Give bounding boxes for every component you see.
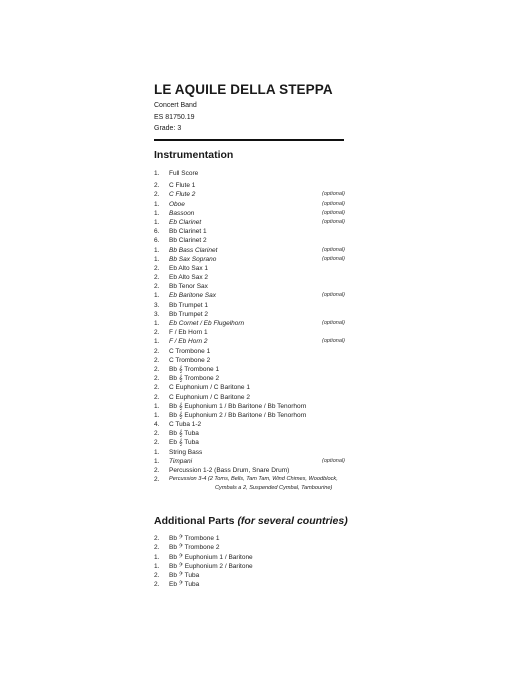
part-count: 2. xyxy=(154,384,160,392)
part-name: Percussion 1-2 (Bass Drum, Snare Drum) xyxy=(169,467,290,474)
list-item xyxy=(154,273,454,282)
list-item xyxy=(154,553,454,562)
list-item xyxy=(154,319,454,328)
part-name: Bb Tenor Sax xyxy=(169,283,208,291)
part-count: 1. xyxy=(154,320,160,327)
part-name: Eb Cornet / Eb Flugelhorn xyxy=(169,320,245,327)
additional-parts-list xyxy=(154,534,454,589)
list-item xyxy=(154,209,454,218)
part-count: 2. xyxy=(154,581,160,589)
part-name: Bb Bass Clarinet xyxy=(169,246,218,254)
part-name: Eb Clarinet xyxy=(169,218,202,226)
part-name: Bb 𝄢 Trombone 1 xyxy=(169,535,220,543)
part-count: 2. xyxy=(154,535,160,543)
list-item xyxy=(154,466,454,475)
list-item xyxy=(154,383,454,392)
part-count: 3. xyxy=(154,301,160,309)
part-name: Bb 𝄢 Trombone 2 xyxy=(169,544,220,552)
list-item xyxy=(154,365,454,374)
list-item xyxy=(154,181,454,190)
part-count: 6. xyxy=(154,237,160,245)
part-count: 2. xyxy=(154,356,160,364)
part-count: 1. xyxy=(154,411,160,419)
part-name: Bb 𝄞 Trombone 2 xyxy=(169,375,220,383)
part-name-line1: Percussion 3-4 (2 Toms, Bells, Tam Tam, Wind Chimes, Woodblock, xyxy=(169,476,338,483)
additional-parts-section xyxy=(154,515,454,589)
part-name: Eb Alto Sax 1 xyxy=(169,264,209,272)
part-count: 1. xyxy=(154,200,160,208)
list-item xyxy=(154,543,454,552)
part-name: Eb 𝄞 Tuba xyxy=(169,439,199,447)
list-item xyxy=(154,571,454,580)
list-item xyxy=(154,562,454,571)
part-name: Bassoon xyxy=(169,209,195,217)
part-count: 1. xyxy=(154,553,160,561)
part-name: Eb Alto Sax 2 xyxy=(169,274,209,282)
part-name: Bb Trumpet 1 xyxy=(169,301,209,309)
part-name: Bb 𝄢 Euphonium 1 / Baritone xyxy=(169,553,253,561)
part-count: 2. xyxy=(154,439,160,447)
part-count: 2. xyxy=(154,393,160,401)
part-name: C Trombone 2 xyxy=(169,356,211,364)
part-name-line2: Cymbals a 2, Suspended Cymbal, Tambourine) xyxy=(215,485,333,492)
page-title: LE AQUILE DELLA STEPPA xyxy=(154,82,333,97)
instrumentation-list xyxy=(154,169,454,494)
subtitle: Concert Band xyxy=(154,102,197,109)
part-count: 2. xyxy=(154,329,160,337)
list-item xyxy=(154,301,454,310)
part-name: Eb 𝄢 Tuba xyxy=(169,581,200,589)
list-item xyxy=(154,255,454,264)
part-name: C Flute 2 xyxy=(169,191,196,199)
part-count: 1. xyxy=(154,457,160,465)
optional-label: (optional) xyxy=(322,218,345,225)
part-name: C Flute 1 xyxy=(169,182,196,190)
part-name: F / Eb Horn 2 xyxy=(169,338,208,346)
part-name: Bb Sax Soprano xyxy=(169,255,217,263)
document-page xyxy=(154,82,454,589)
part-name: C Euphonium / C Baritone 2 xyxy=(169,393,250,401)
list-item xyxy=(154,227,454,236)
additional-heading-main: Additional Parts xyxy=(154,515,238,528)
optional-label: (optional) xyxy=(322,338,345,345)
part-count: 4. xyxy=(154,421,160,429)
list-item xyxy=(154,475,454,493)
list-item xyxy=(154,264,454,273)
part-count: 2. xyxy=(154,375,160,383)
list-item xyxy=(154,236,454,245)
list-item xyxy=(154,374,454,383)
part-count: 1. xyxy=(154,169,160,177)
part-name: Bb Clarinet 2 xyxy=(169,237,207,245)
grade-label: Grade: 3 xyxy=(154,125,182,132)
list-item xyxy=(154,448,454,457)
part-count: 1. xyxy=(154,448,160,456)
part-name: Bb 𝄞 Trombone 1 xyxy=(169,365,220,373)
part-count: 6. xyxy=(154,228,160,236)
list-item xyxy=(154,291,454,300)
optional-label: (optional) xyxy=(322,457,345,464)
list-item xyxy=(154,429,454,438)
part-count: 2. xyxy=(154,430,160,438)
part-name: C Trombone 1 xyxy=(169,347,211,355)
part-count: 2. xyxy=(154,365,160,373)
part-name xyxy=(169,475,338,493)
list-item xyxy=(154,282,454,291)
part-count: 1. xyxy=(154,292,160,300)
part-count: 2. xyxy=(154,274,160,282)
additional-heading-italic: (for several countries) xyxy=(237,515,348,528)
instrumentation-heading: Instrumentation xyxy=(154,148,234,161)
optional-label: (optional) xyxy=(322,292,345,299)
list-item xyxy=(154,393,454,402)
part-count: 2. xyxy=(154,544,160,552)
list-item xyxy=(154,218,454,227)
additional-parts-heading xyxy=(154,515,454,527)
part-name: Bb 𝄞 Euphonium 1 / Bb Baritone / Bb Tenorhorn xyxy=(169,402,307,410)
part-count: 2. xyxy=(154,182,160,190)
list-item xyxy=(154,411,454,420)
part-count: 1. xyxy=(154,209,160,217)
list-item xyxy=(154,402,454,411)
list-item xyxy=(154,200,454,209)
part-count: 2. xyxy=(154,467,160,474)
part-name: C Tuba 1-2 xyxy=(169,421,202,429)
list-item xyxy=(154,169,454,178)
divider xyxy=(154,139,344,141)
part-name: Bb 𝄢 Tuba xyxy=(169,571,200,579)
optional-label: (optional) xyxy=(322,320,345,326)
part-name: F / Eb Horn 1 xyxy=(169,329,208,337)
list-item xyxy=(154,420,454,429)
optional-label: (optional) xyxy=(322,246,345,253)
part-name: Bb Trumpet 2 xyxy=(169,310,209,318)
part-name: Oboe xyxy=(169,200,185,208)
part-count: 2. xyxy=(154,264,160,272)
part-count: 3. xyxy=(154,310,160,318)
part-name: Bb 𝄞 Euphonium 2 / Bb Baritone / Bb Tenorhorn xyxy=(169,411,307,419)
optional-label: (optional) xyxy=(322,209,345,216)
part-name: Bb 𝄞 Tuba xyxy=(169,430,199,438)
list-item xyxy=(154,190,454,199)
optional-label: (optional) xyxy=(322,191,345,198)
catalog-code: ES 81750.19 xyxy=(154,113,195,121)
list-item xyxy=(154,337,454,346)
part-count: 1. xyxy=(154,218,160,226)
list-item xyxy=(154,310,454,319)
part-name: String Bass xyxy=(169,448,203,456)
part-count: 1. xyxy=(154,255,160,263)
part-count: 2. xyxy=(154,476,160,484)
part-count: 2. xyxy=(154,571,160,579)
list-item xyxy=(154,347,454,356)
list-item xyxy=(154,534,454,543)
list-item xyxy=(154,438,454,447)
part-count: 1. xyxy=(154,562,160,570)
part-name: Bb 𝄢 Euphonium 2 / Baritone xyxy=(169,562,253,570)
meta-block xyxy=(154,100,454,135)
part-name: C Euphonium / C Baritone 1 xyxy=(169,384,250,392)
list-item xyxy=(154,328,454,337)
part-count: 1. xyxy=(154,402,160,410)
list-item xyxy=(154,457,454,466)
part-count: 2. xyxy=(154,347,160,355)
part-count: 2. xyxy=(154,283,160,291)
part-name: Full Score xyxy=(169,169,199,177)
optional-label: (optional) xyxy=(322,255,345,262)
part-count: 2. xyxy=(154,191,160,199)
list-item xyxy=(154,580,454,589)
optional-label: (optional) xyxy=(322,200,345,207)
part-count: 1. xyxy=(154,338,160,346)
list-item xyxy=(154,356,454,365)
part-name: Bb Clarinet 1 xyxy=(169,228,207,236)
list-item xyxy=(154,246,454,255)
part-count: 1. xyxy=(154,246,160,254)
part-name: Eb Baritone Sax xyxy=(169,292,216,300)
part-name: Timpani xyxy=(169,457,193,465)
